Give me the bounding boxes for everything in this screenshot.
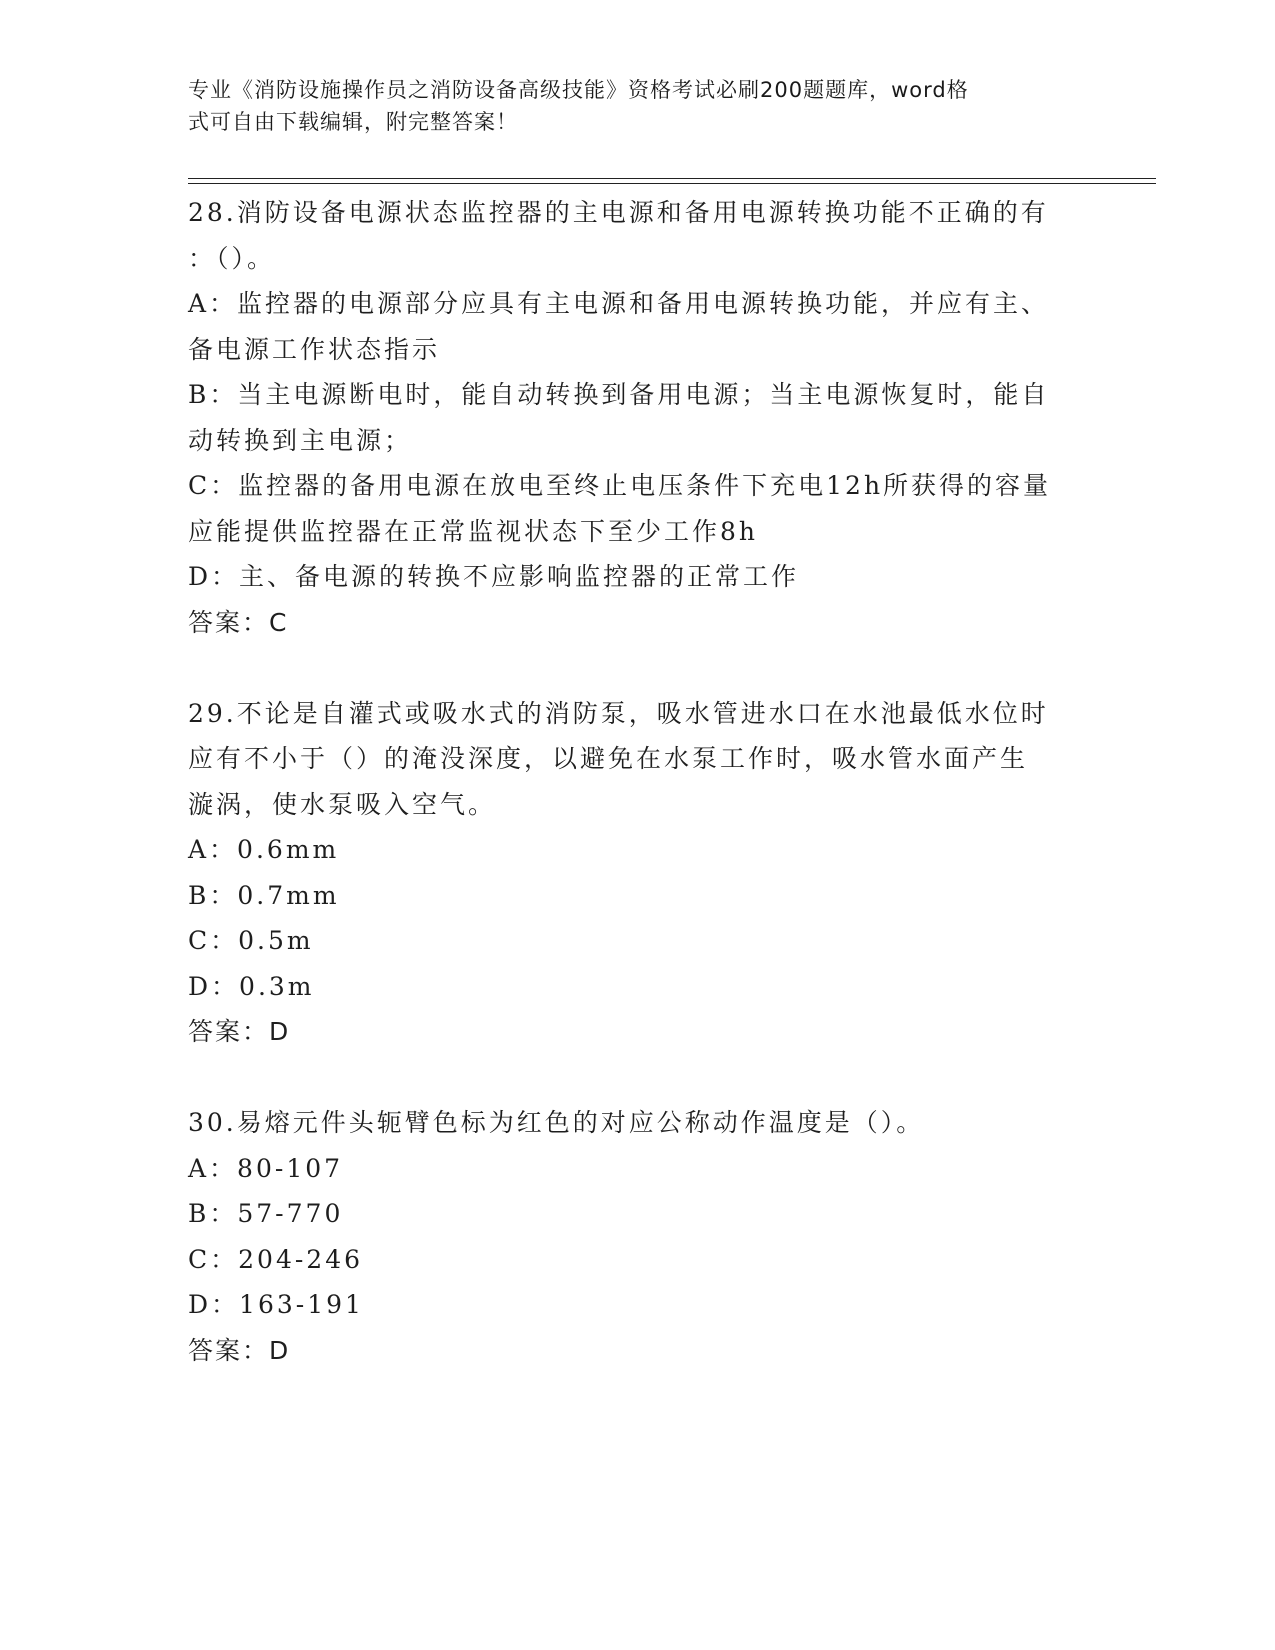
question-stem-line: 28.消防设备电源状态监控器的主电源和备用电源转换功能不正确的有 <box>188 198 1049 227</box>
option-c-line: C：监控器的备用电源在放电至终止电压条件下充电12h所获得的容量 <box>188 471 1052 500</box>
option-b-line: B：当主电源断电时，能自动转换到备用电源；当主电源恢复时，能自 <box>188 380 1050 409</box>
option-b-line: B：0.7mm <box>188 880 340 910</box>
option-b-line: 动转换到主电源； <box>188 425 413 455</box>
option-c-line: C：0.5m <box>188 926 314 955</box>
header-divider-bottom <box>188 183 1156 184</box>
question-stem-line: 29.不论是自灌式或吸水式的消防泵，吸水管进水口在水池最低水位时 <box>188 698 1049 728</box>
question-list <box>188 190 1088 1373</box>
question-30 <box>188 1100 1088 1373</box>
option-b-line: B：57-770 <box>188 1199 344 1228</box>
option-a-line: A：监控器的电源部分应具有主电源和备用电源转换功能，并应有主、 <box>188 289 1050 318</box>
header-divider-top <box>188 178 1156 179</box>
option-a-line: 备电源工作状态指示 <box>188 334 441 364</box>
document-header <box>188 74 1088 138</box>
question-spacer <box>188 645 1088 691</box>
question-stem-line: 30.易熔元件头轭臂色标为红色的对应公称动作温度是（）。 <box>188 1108 925 1137</box>
option-d-line: D：163-191 <box>188 1290 364 1319</box>
option-c-line: C：204-246 <box>188 1244 364 1274</box>
option-c-line: 应能提供监控器在正常监视状态下至少工作8h <box>188 516 759 546</box>
header-line-2: 式可自由下载编辑，附完整答案！ <box>188 110 518 134</box>
question-28 <box>188 190 1088 645</box>
option-a-line: A：80-107 <box>188 1153 344 1183</box>
question-spacer <box>188 1055 1088 1101</box>
question-stem-line: 漩涡，使水泵吸入空气。 <box>188 789 497 819</box>
question-29 <box>188 691 1088 1055</box>
question-stem-line: ：（）。 <box>188 243 276 273</box>
answer-line: 答案：D <box>188 1335 291 1365</box>
option-d-line: D：0.3m <box>188 971 315 1001</box>
question-stem-line: 应有不小于（）的淹没深度，以避免在水泵工作时，吸水管水面产生 <box>188 744 1029 773</box>
header-line-1: 专业《消防设施操作员之消防设备高级技能》资格考试必刷200题题库，word格 <box>188 78 969 102</box>
answer-line: 答案：C <box>188 607 289 637</box>
option-a-line: A：0.6mm <box>188 835 340 864</box>
answer-line: 答案：D <box>188 1017 291 1046</box>
option-d-line: D：主、备电源的转换不应影响监控器的正常工作 <box>188 562 800 591</box>
